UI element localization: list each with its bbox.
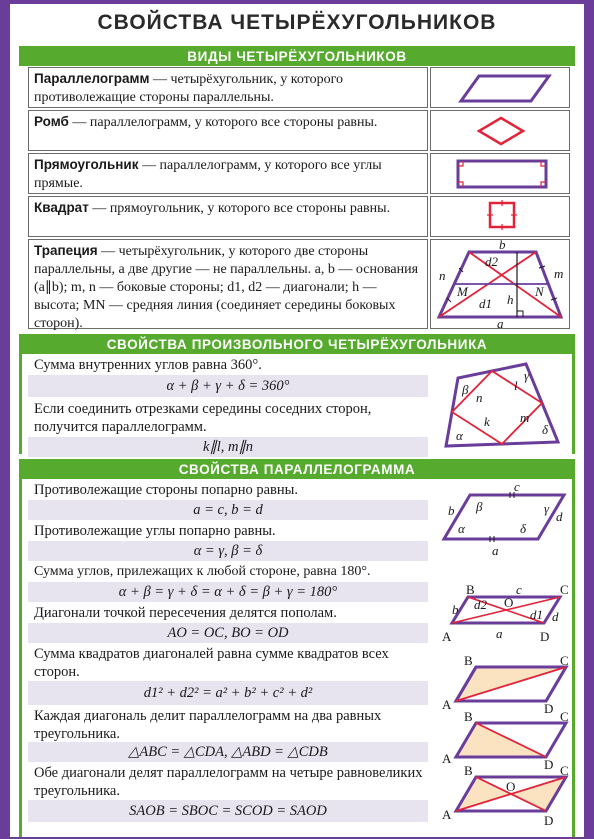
- label-delta: δ: [520, 521, 527, 536]
- diagonals-bisect-formula: AO = OC, BO = OD: [28, 623, 428, 643]
- label-D: D: [540, 629, 550, 644]
- diagonal-squares-formula: d1² + d2² = a² + b² + c² + d²: [28, 681, 428, 705]
- label-d1: d1: [530, 607, 543, 622]
- definition-text: — параллелограмм, у которого все углы прямые.: [34, 158, 382, 191]
- definition-trapezoid: [28, 239, 428, 329]
- label-beta: β: [476, 499, 483, 514]
- label-d3: d: [552, 609, 559, 624]
- label-B5: B: [464, 763, 473, 778]
- label-B3: B: [464, 653, 473, 668]
- label-A: A: [442, 629, 452, 644]
- label-a: a: [497, 316, 504, 330]
- label-d1: d1: [479, 296, 492, 311]
- parallelogram-figures: [430, 481, 572, 837]
- figure-parallelogram: [430, 67, 570, 108]
- square-figure: [431, 197, 571, 238]
- midpoints-text: Если соединить отрезками середины соседних сторон, получится параллелограмм.: [34, 401, 372, 435]
- figure-trapezoid: [430, 239, 570, 329]
- angles-formula: α = γ, β = δ: [28, 541, 428, 561]
- label-D5: D: [544, 813, 554, 828]
- green-border-left: [19, 479, 22, 837]
- label-O: O: [504, 595, 514, 610]
- term: Ромб: [34, 114, 69, 129]
- term: Трапеция: [34, 243, 98, 258]
- label-b: b: [499, 240, 506, 252]
- sides-text: Противолежащие стороны попарно равны.: [34, 482, 299, 498]
- figure-square: [430, 196, 570, 237]
- definition-text: — четырёхугольник, у которого две стороны параллельны, а две другие — не параллельны. a, b — основания (a∥b); m, n — боковые стороны; d1, d2 — диагонали; h — высота; MN — средняя линия (соединяет середины боковых сторон).: [34, 244, 419, 331]
- label-delta: δ: [542, 422, 549, 437]
- two-triangles-formula: △ABC = △CDA, △ABD = △CDB: [28, 742, 428, 762]
- definition-text: — прямоугольник, у которого все стороны равны.: [88, 201, 391, 216]
- label-gamma: γ: [544, 501, 550, 516]
- page-title: СВОЙСТВА ЧЕТЫРЁХУГОЛЬНИКОВ: [97, 11, 497, 34]
- four-triangles-formula: SAOB = SBOC = SCOD = SAOD: [28, 800, 428, 822]
- label-B: B: [466, 582, 475, 597]
- angle-sum-formula: α + β + γ + δ = 360°: [28, 375, 428, 397]
- figure-rhombus: [430, 110, 570, 151]
- label-l: l: [514, 378, 518, 393]
- section-header-types: ВИДЫ ЧЕТЫРЁХУГОЛЬНИКОВ: [19, 46, 575, 66]
- label-m: m: [554, 266, 564, 281]
- label-M: M: [457, 284, 468, 299]
- sides-formula: a = c, b = d: [28, 500, 428, 520]
- label-D3: D: [544, 701, 554, 716]
- two-triangles-text: Каждая диагональ делит параллелограмм на два равных треугольника.: [34, 708, 382, 742]
- green-border-right: [572, 354, 575, 454]
- label-O5: O: [506, 779, 516, 794]
- definition-parallelogram: [28, 67, 428, 108]
- label-gamma: γ: [524, 368, 530, 383]
- poster-sheet: [10, 4, 584, 837]
- label-alpha: α: [456, 428, 463, 443]
- four-triangles-text: Обе диагонали делят параллелограмм на четыре равновеликих треугольника.: [34, 765, 423, 799]
- definition-text: — параллелограмм, у которого все стороны равны.: [68, 115, 378, 130]
- label-C: C: [560, 582, 569, 597]
- label-k: k: [484, 414, 490, 429]
- label-m: m: [520, 410, 530, 425]
- label-c2: c: [516, 582, 522, 597]
- definition-square: [28, 196, 428, 237]
- definition-rhombus: [28, 110, 428, 151]
- rhombus-figure: [431, 111, 571, 152]
- midpoints-formula: k∥l, m∥n: [28, 437, 428, 457]
- trapezoid-figure: [431, 240, 571, 330]
- label-C4: C: [560, 709, 569, 724]
- green-border-left: [19, 354, 22, 454]
- label-N: N: [535, 284, 544, 299]
- angles-text: Противолежащие углы попарно равны.: [34, 523, 276, 539]
- quadrilateral-figure: [430, 356, 572, 452]
- label-a2: a: [496, 626, 503, 641]
- diagonal-squares-text: Сумма квадратов диагоналей равна сумме квадратов всех сторон.: [34, 646, 389, 680]
- term: Прямоугольник: [34, 157, 139, 172]
- section-header-arbitrary: СВОЙСТВА ПРОИЗВОЛЬНОГО ЧЕТЫРЁХУГОЛЬНИКА: [19, 334, 575, 354]
- label-C5: C: [560, 763, 569, 778]
- adjacent-angles-text: Сумма углов, прилежащих к любой стороне, равна 180°.: [34, 564, 371, 579]
- diagonals-bisect-text: Диагонали точкой пересечения делятся пополам.: [34, 605, 337, 621]
- label-A5: A: [442, 807, 452, 822]
- green-border-right: [572, 479, 575, 837]
- label-d2: d2: [485, 254, 498, 269]
- label-c: c: [514, 481, 520, 494]
- label-A3: A: [442, 697, 452, 712]
- label-n: n: [439, 268, 446, 283]
- label-C3: C: [560, 653, 569, 668]
- angle-sum-text: Сумма внутренних углов равна 360°.: [34, 357, 262, 373]
- definition-text: — четырёхугольник, у которого противолежащие стороны параллельны.: [34, 72, 344, 105]
- label-h: h: [507, 292, 514, 307]
- label-D4: D: [544, 757, 554, 772]
- label-b: b: [448, 503, 455, 518]
- term: Параллелограмм: [34, 71, 150, 86]
- label-b2: b: [452, 602, 459, 617]
- label-B4: B: [464, 709, 473, 724]
- rectangle-figure: [431, 154, 571, 195]
- definition-rectangle: [28, 153, 428, 194]
- term: Квадрат: [34, 200, 89, 215]
- adjacent-angles-formula: α + β = γ + δ = α + δ = β + γ = 180°: [28, 582, 428, 602]
- figure-rectangle: [430, 153, 570, 194]
- label-beta: β: [462, 382, 469, 397]
- label-A4: A: [442, 751, 452, 766]
- label-a: a: [492, 543, 499, 558]
- label-alpha: α: [458, 521, 465, 536]
- section-header-parallelogram: СВОЙСТВА ПАРАЛЛЕЛОГРАММА: [19, 459, 575, 479]
- label-d: d: [556, 509, 563, 524]
- label-n: n: [476, 390, 483, 405]
- parallelogram-figure: [431, 68, 571, 109]
- label-d2: d2: [474, 597, 487, 612]
